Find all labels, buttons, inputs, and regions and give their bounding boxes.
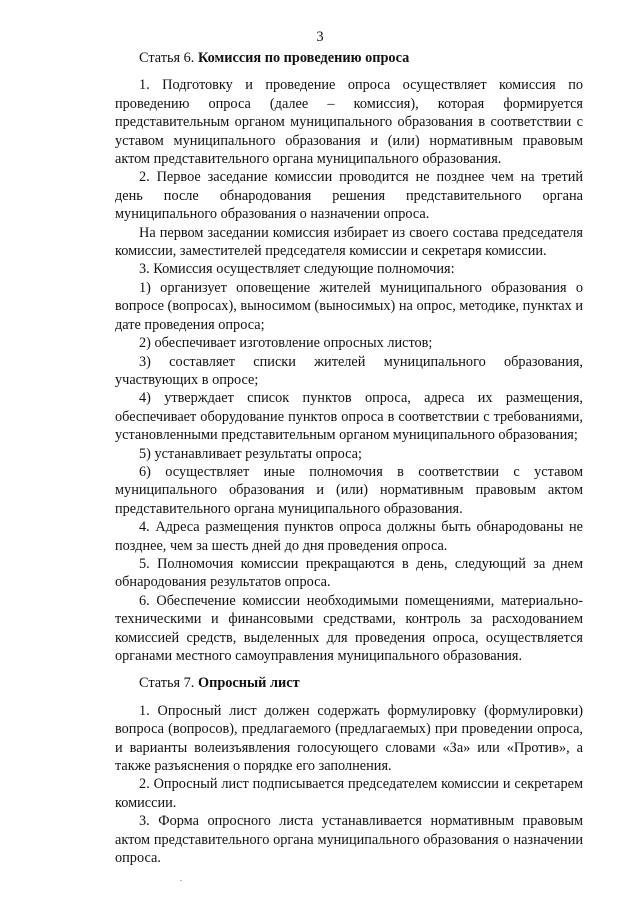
article-7-paragraph-2: 2. Опросный лист подписывается председателем комиссии и секретарем комиссии. — [115, 776, 583, 811]
article-6-paragraph-1: 1. Подготовку и проведение опроса осуществляет комиссия по проведению опроса (далее – комиссия), которая формируется представительным органом муниципального образования в соответствии с уставом муниципального образования и (или) нормативным правовым актом представительного органа муниципального образования. — [115, 77, 583, 168]
article-6-paragraph-6: 5. Полномочия комиссии прекращаются в день, следующий за днем обнародования результатов опроса. — [115, 555, 583, 591]
article-6-heading — [115, 49, 583, 67]
article-6-item-1: 1) организует оповещение жителей муниципального образования о вопросе (вопросах), выносимом (выносимых) на опрос, методике, пунктах и дате проведения опроса; — [115, 279, 583, 333]
article-7-paragraph-3: 3. Форма опросного листа устанавливается нормативным правовым актом представительного органа муниципального образования о назначении опроса. — [115, 813, 583, 867]
article-6-item-4: 4) утверждает список пунктов опроса, адреса их размещения, обеспечивает оборудование пунктов опроса в соответствии с требованиями, установленными представительным органом муниципального образования; — [115, 390, 583, 444]
article-6-title: Комиссия по проведению опроса — [197, 50, 410, 66]
article-7-heading — [115, 674, 583, 692]
article-7-label: Статья 7. — [139, 675, 195, 692]
article-6-label: Статья 6. — [139, 50, 195, 66]
scan-speck — [180, 880, 182, 881]
article-6-paragraph-4: 3. Комиссия осуществляет следующие полномочия: — [139, 261, 455, 278]
article-6-item-2: 2) обеспечивает изготовление опросных листов; — [139, 335, 433, 352]
page-number: 3 — [316, 29, 324, 45]
article-6-paragraph-3: На первом заседании комиссия избирает из своего состава председателя комиссии, заместителей председателя комиссии и секретаря комиссии. — [115, 224, 583, 260]
document-body — [115, 49, 583, 867]
article-7-paragraph-1: 1. Опросный лист должен содержать формулировку (формулировки) вопроса (вопросов), предлагаемого (предлагаемых) при проведении опроса, и варианты волеизъявления голосующего словами «За» или «Против», а также разъяснения о порядке его заполнения. — [115, 702, 583, 775]
article-6-item-3: 3) составляет списки жителей муниципального образования, участвующих в опросе; — [115, 353, 583, 388]
article-6-paragraph-2: 2. Первое заседание комиссии проводится не позднее чем на третий день после обнародования решения представительного органа муниципального образования о назначении опроса. — [115, 169, 583, 223]
article-6-paragraph-7: 6. Обеспечение комиссии необходимыми помещениями, материально-техническими и финансовыми средствами, контроль за расходованием комиссией средств, выделенных для проведения опроса, осуществляется органами местного самоуправления муниципального образования. — [115, 592, 583, 664]
article-6-item-6: 6) осуществляет иные полномочия в соответствии с уставом муниципального образования и (или) нормативным правовым актом представительного органа муниципального образования. — [115, 463, 583, 517]
article-7-title: Опросный лист — [197, 675, 300, 692]
article-6-paragraph-5: 4. Адреса размещения пунктов опроса должны быть обнародованы не позднее, чем за шесть дней до дня проведения опроса. — [115, 519, 583, 554]
article-6-item-5: 5) устанавливает результаты опроса; — [139, 445, 362, 462]
